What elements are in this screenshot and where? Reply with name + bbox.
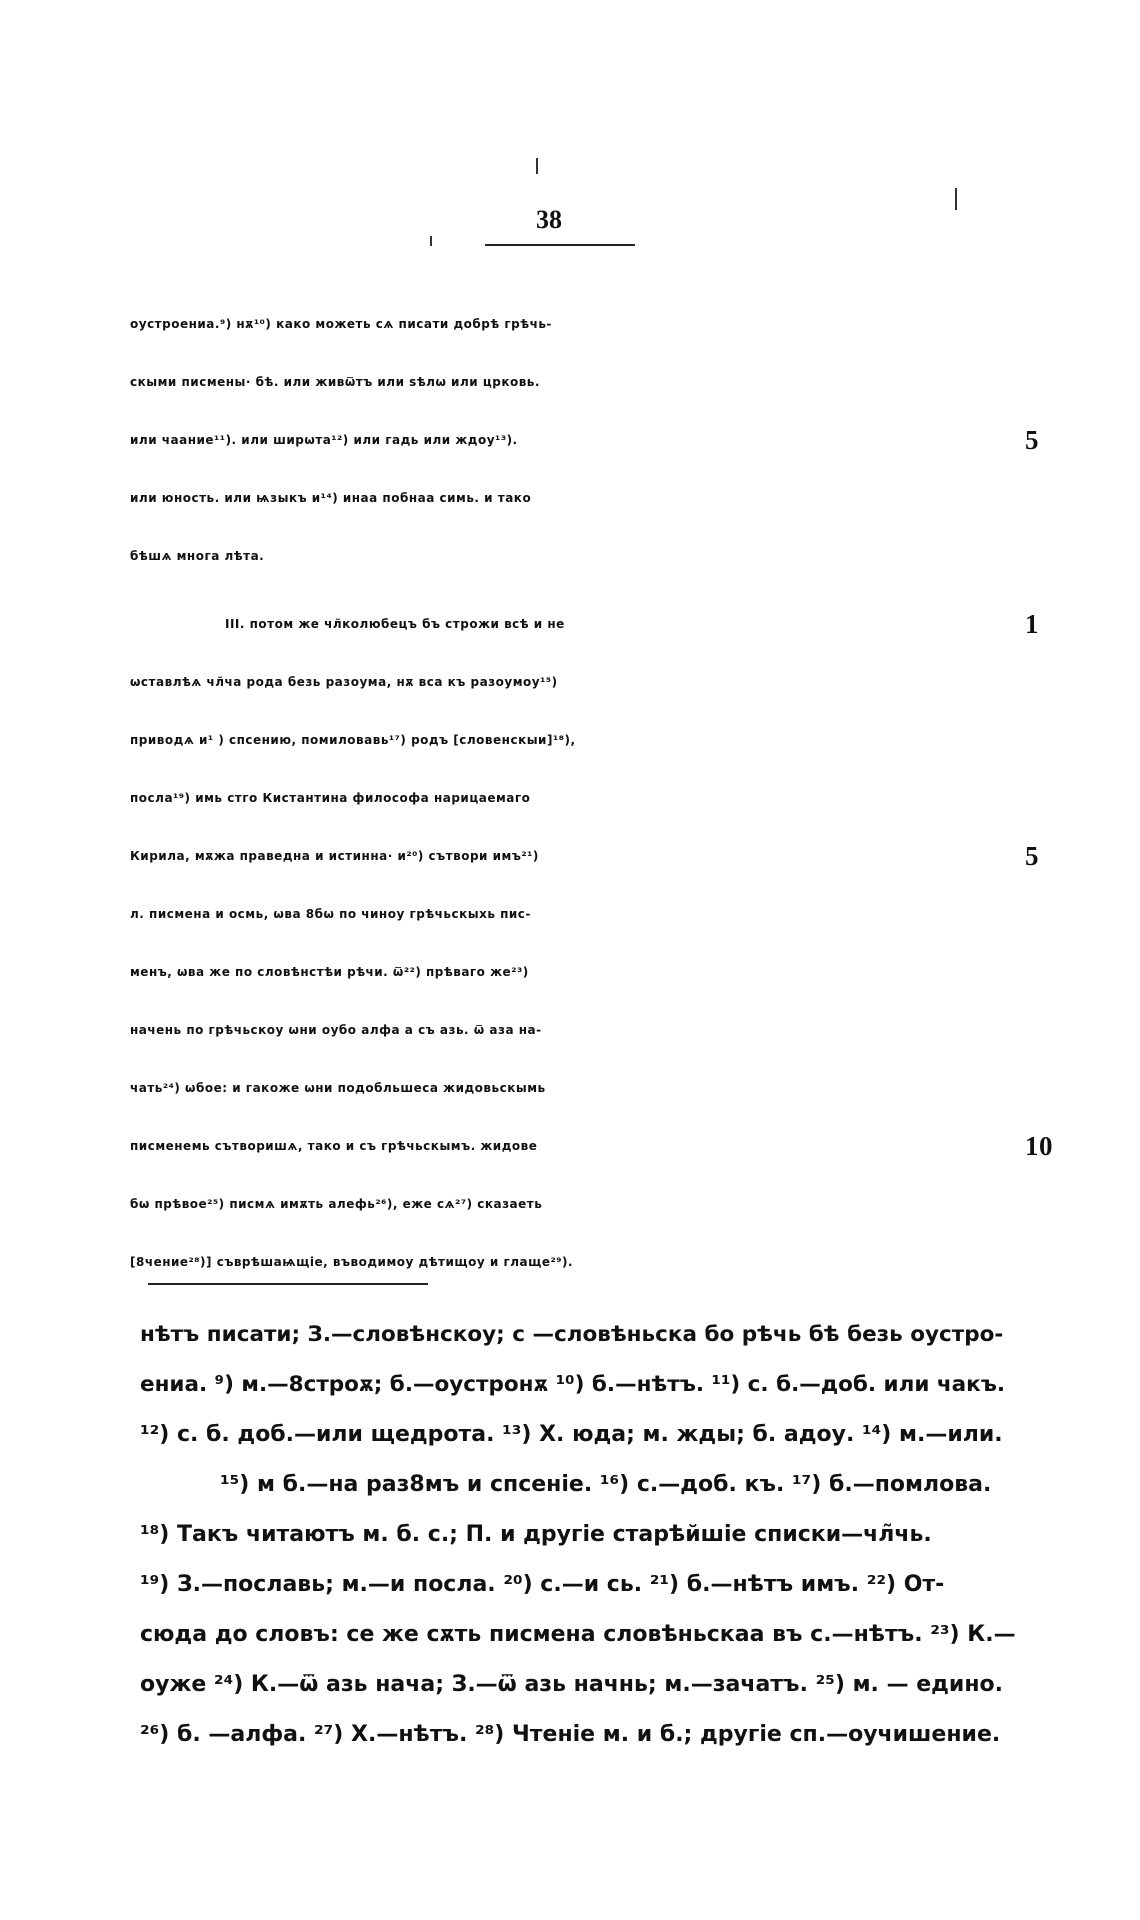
text-line <box>130 653 1015 711</box>
footnote-line: сюда до словъ: се же сѫть писмена словѣньскаа въ с.—нѣтъ. ²³) К.— <box>140 1622 1016 1647</box>
text-line <box>130 943 1015 1001</box>
footnote-line: ¹⁸) Такъ читаютъ м. б. с.; П. и другіе старѣйшіе списки—чл̃чь. <box>140 1522 932 1547</box>
text-line <box>130 1117 1053 1175</box>
text-line-content: писменемь сътворишѧ, тако и съ грѣчьскымъ. жидове <box>130 1139 538 1153</box>
text-line-content: или юность. или ѩзыкъ и¹⁴) инаа побнаа симь. и тако <box>130 491 532 505</box>
body-text <box>130 295 1053 1291</box>
text-line-content: чать²⁴) ѡбое: и гакоже ѡни подобльшеса жидовьскымь <box>130 1081 546 1095</box>
footnote-line: ениа. ⁹) м.—8строѫ; б.—оустронѫ ¹⁰) б.—нѣтъ. ¹¹) с. б.—доб. или чакъ. <box>140 1372 1006 1397</box>
line-number: 5 <box>1025 425 1039 455</box>
footnote-line: нѣтъ писати; З.—словѣнскоу; с —словѣньска бо рѣчь бѣ безь оустро- <box>140 1322 1004 1347</box>
text-line-content: скыми писмены· бѣ. или живѿтъ или ѕѣлѡ или црковь. <box>130 375 540 389</box>
text-line <box>130 1059 1015 1117</box>
text-line <box>130 885 1015 943</box>
line-number: 10 <box>1025 1131 1053 1161</box>
text-line <box>130 527 1015 585</box>
text-line <box>130 295 1015 353</box>
text-line-content: менъ, ѡва же по словѣнстѣи рѣчи. ѿ²²) прѣваго же²³) <box>130 965 529 979</box>
text-line-content: л. писмена и осмь, ѡва 8бѡ по чиноу грѣчьскыхь пис- <box>130 907 531 921</box>
text-line-content: Кирила, мѫжа праведна и истинна· и²⁰) сътвори имъ²¹) <box>130 849 539 863</box>
footnote-line: оуже ²⁴) К.—ѿ азь нача; З.—ѿ азь начнь; м.—зачатъ. ²⁵) м. — едино. <box>140 1672 1004 1697</box>
footnote-line: ²⁶) б. —алфа. ²⁷) Х.—нѣтъ. ²⁸) Чтеніе м. и б.; другіе сп.—оучишение. <box>140 1722 1001 1747</box>
text-line-content: или чаание¹¹). или ширѡта¹²) или гадь или ждоу¹³). <box>130 433 518 447</box>
section-gap <box>130 585 1015 595</box>
footnotes <box>140 1310 1020 1760</box>
text-line <box>130 827 1039 885</box>
page-number: 38 <box>536 205 562 234</box>
footnote-rule <box>148 1283 428 1285</box>
text-line <box>130 1001 1015 1059</box>
text-line-content: III. потом же чл̃колюбецъ бъ строжи всѣ и не <box>225 617 565 631</box>
footnote-line: ¹⁵) м б.—на раз8мъ и спсеніе. ¹⁶) с.—доб. къ. ¹⁷) б.—помлова. <box>220 1472 992 1497</box>
page-number-rule <box>485 244 635 246</box>
text-line-content: начень по грѣчьскоу ѡни оубо алфа а съ азь. ѿ аза на- <box>130 1023 542 1037</box>
text-line <box>130 469 1015 527</box>
footnote-line: ¹²) с. б. доб.—или щедрота. ¹³) Х. юда; м. жды; б. адоу. ¹⁴) м.—или. <box>140 1422 1003 1447</box>
line-number: 5 <box>1025 841 1039 871</box>
text-line <box>130 769 1015 827</box>
footnote-line: ¹⁹) З.—пославь; м.—и посла. ²⁰) с.—и сь. ²¹) б.—нѣтъ имъ. ²²) От- <box>140 1572 945 1597</box>
text-line <box>130 1175 1015 1233</box>
text-line-content: бѣшѧ многа лѣта. <box>130 549 265 563</box>
scan-speck <box>536 158 538 174</box>
text-line <box>130 711 1015 769</box>
text-line-content: приводѧ и¹ ) спсению, помиловавь¹⁷) родъ [словенскыи]¹⁸), <box>130 733 576 747</box>
scan-speck <box>955 188 957 210</box>
text-line-content: ѡставлѣѧ чл̃ча рода безь разоума, нѫ вса къ разоумоу¹⁵) <box>130 675 558 689</box>
scan-speck <box>430 236 432 246</box>
text-line-content: [8чение²⁸)] съврѣшаѩщіе, въводимоу дѣтищоу и глаще²⁹). <box>130 1255 574 1269</box>
text-line <box>130 595 1039 653</box>
text-line-content: бѡ прѣвое²⁵) писмѧ имѫть алефь²⁶), еже сѧ²⁷) сказаеть <box>130 1197 543 1211</box>
text-line-content: посла¹⁹) имь стго Кистантина философа нарицаемаго <box>130 791 531 805</box>
text-line-content: оустроениа.⁹) нѫ¹⁰) како можеть сѧ писати добрѣ грѣчь- <box>130 317 552 331</box>
text-line <box>130 411 1039 469</box>
text-line <box>130 353 1015 411</box>
line-number: 1 <box>1025 609 1039 639</box>
